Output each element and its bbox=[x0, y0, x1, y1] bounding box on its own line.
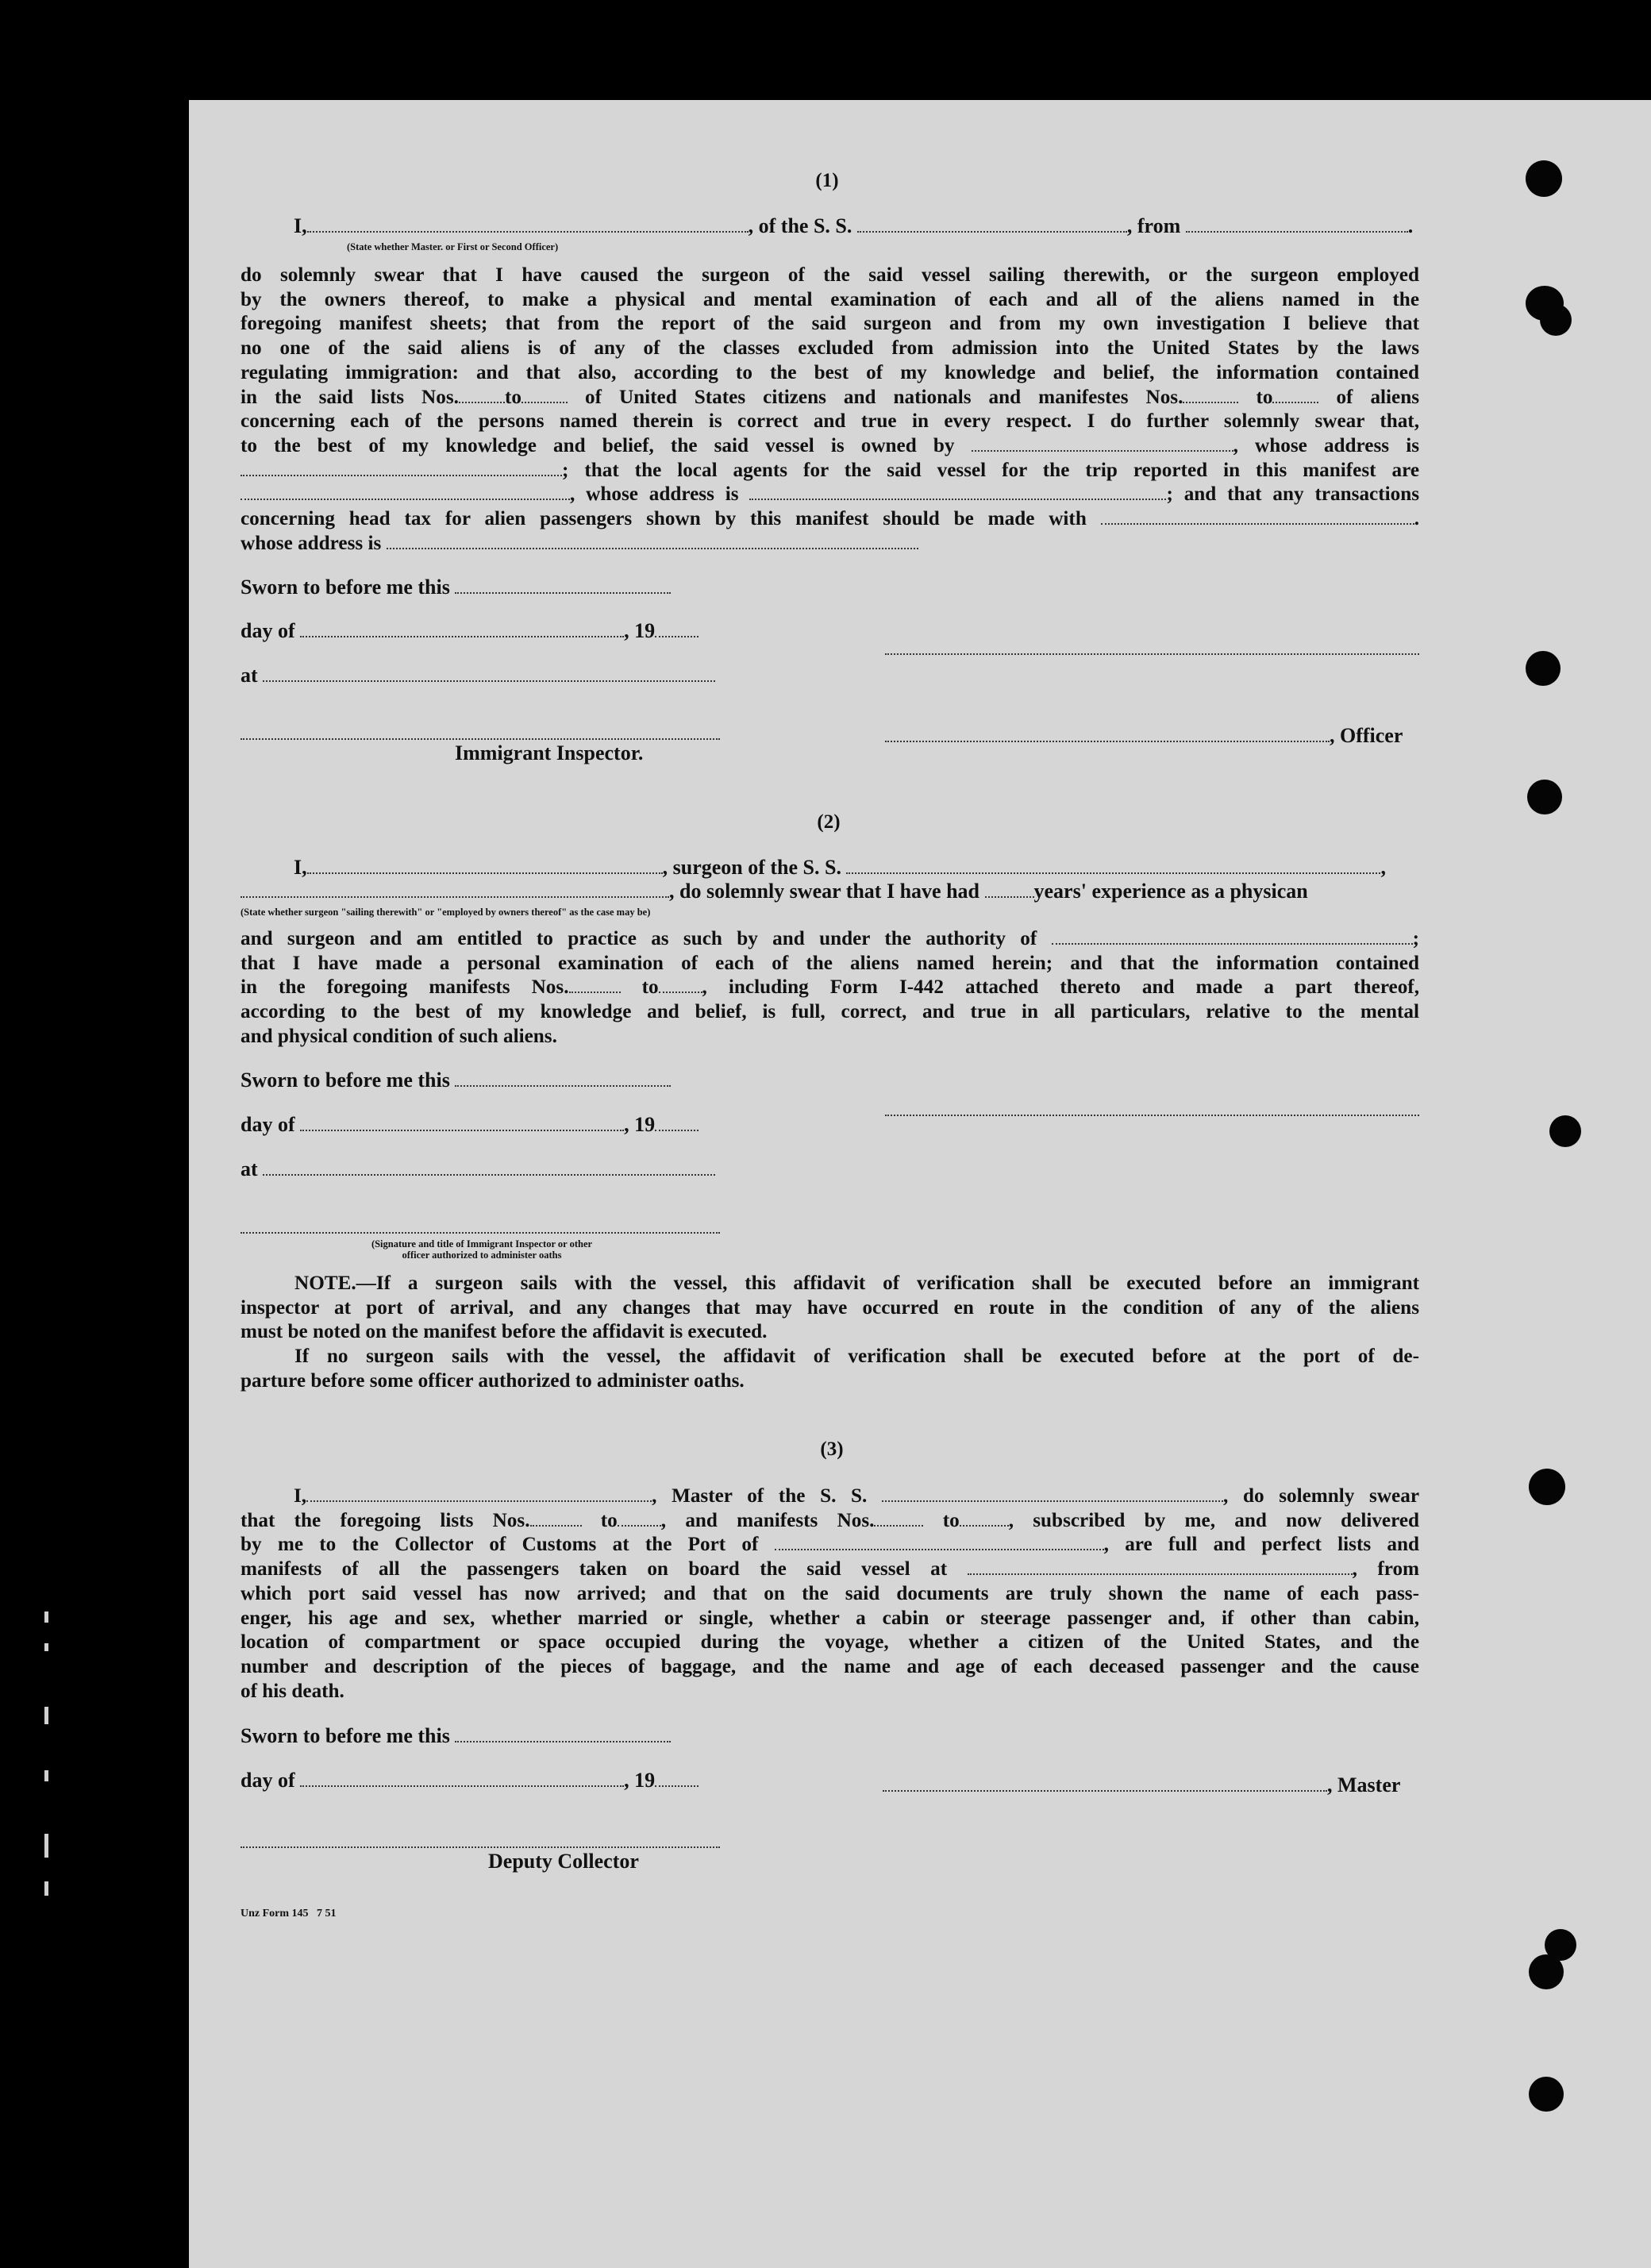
label: by me to the Collector of Customs at the Port of bbox=[241, 1534, 759, 1556]
blank-field[interactable] bbox=[968, 1573, 1353, 1575]
blank-field[interactable] bbox=[263, 1173, 715, 1176]
label: ; that the local agents for the said vessel for the trip reported in this manifest are bbox=[562, 459, 1419, 481]
text-line: inspector at port of arrival, and any changes that may have occurred en route in the condition of any of the aliens bbox=[241, 1296, 1419, 1319]
label: I, bbox=[294, 214, 307, 237]
master-line-2 bbox=[241, 1509, 1419, 1534]
blank-field[interactable] bbox=[300, 1785, 624, 1787]
blank-field[interactable] bbox=[459, 401, 505, 403]
inspector-signature-line bbox=[241, 738, 720, 740]
officer-line bbox=[885, 724, 1403, 748]
label: , Officer bbox=[1330, 724, 1403, 747]
text-line: location of compartment or space occupied during the voyage, whether a citizen of the United States, and the bbox=[241, 1631, 1419, 1654]
text-line: concerning each of the persons named therein is correct and true in every respect. I do further solemnly swear that, bbox=[241, 410, 1419, 433]
label: to bbox=[600, 1509, 618, 1531]
day-of-line bbox=[241, 619, 698, 643]
punch-hole bbox=[1527, 780, 1562, 814]
blank-field[interactable] bbox=[882, 1500, 1223, 1502]
blank-field[interactable] bbox=[655, 1129, 698, 1131]
blank-field[interactable] bbox=[306, 1500, 652, 1502]
sworn-line bbox=[241, 1724, 671, 1748]
master-paragraph bbox=[241, 1484, 1419, 1704]
label: day of bbox=[241, 1769, 295, 1792]
label: to the best of my knowledge and belief, the said vessel is owned by bbox=[241, 434, 955, 456]
text-line: must be noted on the manifest before the affidavit is executed. bbox=[241, 1321, 768, 1343]
label: in the said lists Nos. bbox=[241, 386, 459, 408]
label: Sworn to before me this bbox=[241, 576, 450, 599]
blank-field[interactable] bbox=[972, 449, 1233, 452]
label: day of bbox=[241, 619, 295, 642]
blank-field[interactable] bbox=[749, 498, 1166, 500]
blank-field[interactable] bbox=[885, 740, 1330, 742]
label: in the foregoing manifests Nos. bbox=[241, 976, 569, 999]
surgeon-note: (State whether surgeon "sailing therewith" or "employed by owners thereof" as the case may be) bbox=[241, 907, 651, 918]
label: , whose address is bbox=[1233, 434, 1419, 456]
inspector-signature-line bbox=[241, 1232, 720, 1234]
at-line bbox=[241, 1157, 715, 1181]
blank-field[interactable] bbox=[1186, 230, 1408, 233]
master-signature-line bbox=[883, 1773, 1400, 1797]
punch-hole bbox=[1549, 1115, 1581, 1147]
master-line-1 bbox=[241, 1484, 1419, 1509]
label: , bbox=[1380, 856, 1386, 879]
label: , from bbox=[1126, 214, 1181, 237]
surgeon-paragraph bbox=[241, 927, 1419, 1049]
manifests-line bbox=[241, 976, 1419, 1000]
blank-field[interactable] bbox=[1052, 942, 1413, 945]
agents-line bbox=[241, 459, 1419, 483]
label: , do solemnly swear bbox=[1223, 1485, 1419, 1507]
punch-hole bbox=[1529, 2077, 1564, 2112]
label: at bbox=[241, 664, 258, 687]
signature-line bbox=[885, 1115, 1419, 1116]
section-number: (3) bbox=[820, 1438, 844, 1460]
surgeon-line-2 bbox=[241, 880, 1308, 903]
blank-field[interactable] bbox=[655, 1785, 698, 1787]
text-line: of his death. bbox=[241, 1680, 344, 1702]
signature-caption bbox=[303, 1238, 660, 1261]
label: , do solemnly swear that I have had bbox=[669, 880, 980, 903]
label: , and manifests Nos. bbox=[660, 1509, 875, 1531]
label: , 19 bbox=[624, 1769, 656, 1792]
whose-address-line bbox=[241, 483, 1419, 507]
text-line: that I have made a personal examination of each of the aliens named herein; and that the information contained bbox=[241, 952, 1419, 974]
punch-hole bbox=[1529, 1954, 1564, 1989]
day-of-line bbox=[241, 1769, 698, 1792]
oath-line-1: I, , of the S. S. , from . bbox=[294, 214, 1414, 237]
text-line: and physical condition of such aliens. bbox=[241, 1025, 557, 1047]
master-line-4 bbox=[241, 1558, 1419, 1582]
blank-field[interactable] bbox=[846, 872, 1380, 874]
label: , including Form I-442 attached thereto and made a part thereof, bbox=[702, 976, 1419, 999]
blank-field[interactable] bbox=[307, 230, 749, 233]
text-line: according to the best of my knowledge and belief, is full, correct, and true in all particulars, relative to the mental bbox=[241, 1001, 1419, 1023]
blank-field[interactable] bbox=[857, 230, 1127, 233]
blank-field[interactable] bbox=[241, 498, 570, 500]
label: to bbox=[942, 1509, 960, 1531]
caption-line: officer authorized to administer oaths bbox=[402, 1250, 562, 1261]
label: , subscribed by me, and now delivered bbox=[1008, 1509, 1420, 1531]
label: that the foregoing lists Nos. bbox=[241, 1509, 530, 1531]
oath-paragraph-1 bbox=[241, 264, 1419, 556]
label: of United States citizens and nationals and manifestes Nos. bbox=[584, 386, 1183, 408]
at-line bbox=[241, 664, 715, 687]
surgeon-line-1 bbox=[294, 856, 1386, 880]
label: years' experience as a physican bbox=[1033, 880, 1308, 903]
blank-field[interactable] bbox=[985, 895, 1034, 898]
label: day of bbox=[241, 1113, 295, 1136]
deputy-collector-label: Deputy Collector bbox=[488, 1850, 639, 1873]
caption-line: (Signature and title of Immigrant Inspector or other bbox=[371, 1238, 593, 1250]
master-line-3 bbox=[241, 1533, 1419, 1558]
label: Sworn to before me this bbox=[241, 1724, 450, 1747]
label: to bbox=[1256, 386, 1273, 408]
blank-field[interactable] bbox=[387, 547, 918, 549]
label: , Master of the S. S. bbox=[652, 1485, 868, 1507]
blank-field[interactable] bbox=[883, 1789, 1327, 1792]
blank-field[interactable] bbox=[1101, 522, 1414, 525]
text-line: number and description of the pieces of baggage, and the name and age of each deceased passenger and the cause bbox=[241, 1655, 1419, 1677]
text-line: foregoing manifest sheets; that from the report of the said surgeon and from my own investigation I believe that bbox=[241, 313, 1419, 335]
label: , Master bbox=[1327, 1773, 1401, 1796]
blank-field[interactable] bbox=[300, 635, 624, 637]
blank-field[interactable] bbox=[530, 1524, 582, 1527]
text-line: parture before some officer authorized to administer oaths. bbox=[241, 1369, 745, 1392]
label: to bbox=[504, 386, 521, 408]
label: Sworn to before me this bbox=[241, 1069, 450, 1092]
signature-line bbox=[885, 653, 1419, 655]
punch-hole bbox=[1529, 1469, 1565, 1505]
label: to bbox=[641, 976, 659, 999]
punch-hole bbox=[1526, 651, 1561, 686]
collector-signature-line bbox=[241, 1846, 720, 1848]
blank-field[interactable] bbox=[521, 401, 568, 403]
blank-field[interactable] bbox=[241, 895, 669, 898]
label: , of the S. S. bbox=[748, 214, 852, 237]
owned-line bbox=[241, 434, 1419, 459]
label: I, bbox=[294, 856, 307, 879]
label: , whose address is bbox=[570, 483, 739, 506]
text-line: which port said vessel has now arrived; and that on the said documents are truly shown the name of each pass- bbox=[241, 1582, 1419, 1604]
authority-line bbox=[241, 927, 1419, 952]
blank-field[interactable] bbox=[307, 872, 663, 874]
film-edge-marks bbox=[41, 1611, 54, 1913]
label: whose address is bbox=[241, 532, 382, 554]
text-line: no one of the said aliens is of any of the classes excluded from admission into the United States by the laws bbox=[241, 337, 1419, 360]
label: I, bbox=[294, 1485, 307, 1507]
blank-field[interactable] bbox=[960, 1524, 1009, 1527]
punch-hole bbox=[1526, 160, 1562, 197]
label: concerning head tax for alien passengers shown by this manifest should be made with bbox=[241, 508, 1087, 530]
blank-field[interactable] bbox=[874, 1524, 923, 1527]
blank-field[interactable] bbox=[455, 591, 671, 594]
blank-field[interactable] bbox=[455, 1084, 671, 1087]
punch-hole bbox=[1540, 304, 1572, 336]
label: of aliens bbox=[1336, 386, 1420, 408]
label: , are full and perfect lists and bbox=[1103, 1534, 1419, 1556]
text-line: NOTE.—If a surgeon sails with the vessel, this affidavit of verification shall be executed before an immigrant bbox=[294, 1273, 1419, 1294]
address-line bbox=[241, 532, 1419, 556]
blank-field[interactable] bbox=[263, 680, 715, 682]
label: at bbox=[241, 1157, 258, 1180]
blank-field[interactable] bbox=[775, 1548, 1104, 1550]
headtax-line: concerning head tax for alien passengers shown by this manifest should be made with . bbox=[241, 508, 1419, 530]
blank-field[interactable] bbox=[241, 474, 562, 476]
day-of-line bbox=[241, 1113, 698, 1137]
text-line: enger, his age and sex, whether married or single, whether a cabin or steerage passenger and, if other than cabin, bbox=[241, 1607, 1419, 1629]
text-line: by the owners thereof, to make a physical and mental examination of each and all of the aliens named in the bbox=[241, 288, 1419, 310]
form-number: Unz Form 145 7 51 bbox=[241, 1908, 337, 1920]
text-line: do solemnly swear that I have caused the surgeon of the said vessel sailing therewith, or the surgeon employed bbox=[241, 264, 1419, 286]
label: and surgeon and am entitled to practice as such by and under the authority of bbox=[241, 928, 1037, 949]
label: , from bbox=[1352, 1558, 1420, 1581]
lists-line bbox=[241, 386, 1419, 410]
blank-field[interactable] bbox=[659, 991, 702, 993]
label: ; and that any transactions bbox=[1166, 483, 1420, 506]
blank-field[interactable] bbox=[455, 1740, 671, 1742]
blank-field[interactable] bbox=[655, 635, 698, 637]
sworn-line bbox=[241, 1069, 671, 1092]
label: , 19 bbox=[624, 619, 656, 642]
label: manifests of all the passengers taken on board the said vessel at bbox=[241, 1558, 948, 1581]
label: , 19 bbox=[624, 1113, 656, 1136]
blank-field[interactable] bbox=[1272, 401, 1318, 403]
officer-note: (State whether Master. or First or Second Officer) bbox=[347, 241, 559, 252]
label: ; bbox=[1412, 928, 1419, 949]
blank-field[interactable] bbox=[618, 1524, 661, 1527]
blank-field[interactable] bbox=[300, 1129, 624, 1131]
section-number: (2) bbox=[817, 811, 841, 833]
note-paragraph bbox=[241, 1272, 1419, 1394]
blank-field[interactable] bbox=[1183, 401, 1238, 403]
text-line: If no surgeon sails with the vessel, the affidavit of verification shall be executed before at the port of de- bbox=[294, 1346, 1419, 1368]
text-line: regulating immigration: and that also, according to the best of my knowledge and belief, the information contained bbox=[241, 361, 1419, 383]
blank-field[interactable] bbox=[569, 991, 621, 993]
sworn-line bbox=[241, 576, 671, 599]
section-number: (1) bbox=[815, 170, 839, 191]
label: , surgeon of the S. S. bbox=[662, 856, 841, 879]
inspector-label: Immigrant Inspector. bbox=[455, 741, 644, 764]
